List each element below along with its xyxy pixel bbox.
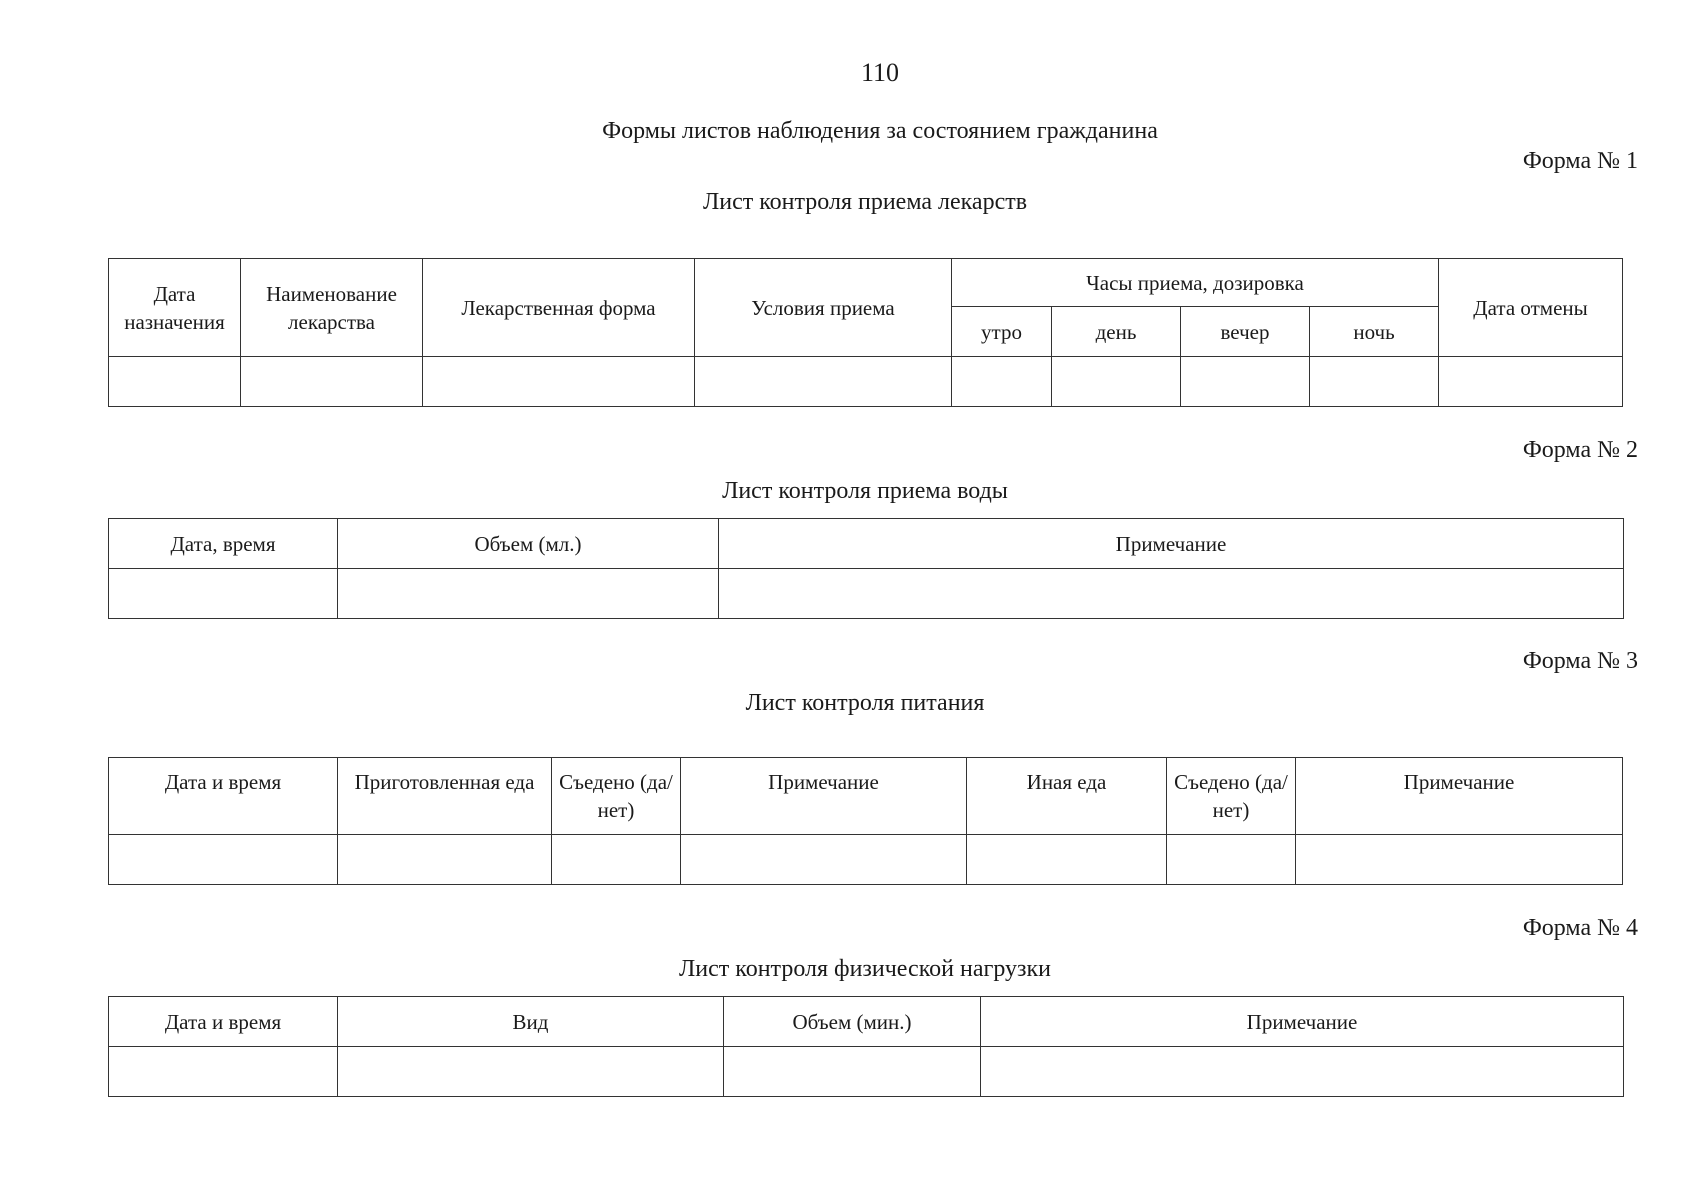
header-prepared-food: Приготовленная еда <box>338 758 552 835</box>
empty-cell <box>981 1047 1624 1097</box>
empty-cell <box>967 835 1167 885</box>
header-date-time: Дата, время <box>109 519 338 569</box>
empty-cell <box>1167 835 1296 885</box>
form-3-title: Лист контроля питания <box>745 690 985 716</box>
nutrition-control-table <box>108 757 1623 885</box>
header-note: Примечание <box>681 758 967 835</box>
empty-cell <box>338 1047 724 1097</box>
document-title: Формы листов наблюдения за состоянием гражданина <box>602 118 1158 144</box>
water-intake-table <box>108 518 1624 619</box>
header-day: день <box>1052 307 1181 357</box>
empty-cell <box>338 835 552 885</box>
empty-cell <box>1310 357 1439 407</box>
header-evening: вечер <box>1181 307 1310 357</box>
header-eaten-yes-no: Съедено (да/нет) <box>552 758 681 835</box>
header-other-food: Иная еда <box>967 758 1167 835</box>
header-date-and-time: Дата и время <box>109 997 338 1047</box>
form-3-label: Форма № 3 <box>1522 648 1638 674</box>
header-activity-type: Вид <box>338 997 724 1047</box>
header-night: ночь <box>1310 307 1439 357</box>
form-4-label: Форма № 4 <box>1522 915 1638 941</box>
medication-control-table <box>108 258 1623 407</box>
header-note: Примечание <box>719 519 1624 569</box>
empty-cell <box>1439 357 1623 407</box>
header-eaten-yes-no-2: Съедено (да/нет) <box>1167 758 1296 835</box>
header-morning: утро <box>952 307 1052 357</box>
empty-cell <box>952 357 1052 407</box>
header-volume-min: Объем (мин.) <box>724 997 981 1047</box>
header-dosage-form: Лекарственная форма <box>423 259 695 357</box>
empty-cell <box>241 357 423 407</box>
header-intake-conditions: Условия приема <box>695 259 952 357</box>
header-drug-name: Наименование лекарства <box>241 259 423 357</box>
empty-cell <box>695 357 952 407</box>
form-1-title: Лист контроля приема лекарств <box>702 189 1028 215</box>
header-volume-ml: Объем (мл.) <box>338 519 719 569</box>
header-cancellation-date: Дата отмены <box>1439 259 1623 357</box>
form-1-label: Форма № 1 <box>1522 148 1638 174</box>
empty-cell <box>1296 835 1623 885</box>
header-date-and-time: Дата и время <box>109 758 338 835</box>
empty-cell <box>724 1047 981 1097</box>
empty-cell <box>1052 357 1181 407</box>
form-4-title: Лист контроля физической нагрузки <box>678 956 1051 982</box>
header-intake-hours: Часы приема, дозировка <box>952 259 1439 307</box>
empty-cell <box>338 569 719 619</box>
form-2-title: Лист контроля приема воды <box>722 478 1008 504</box>
empty-cell <box>552 835 681 885</box>
empty-cell <box>719 569 1624 619</box>
header-note: Примечание <box>981 997 1624 1047</box>
physical-activity-table <box>108 996 1624 1097</box>
header-note-2: Примечание <box>1296 758 1623 835</box>
empty-cell <box>109 835 338 885</box>
form-2-label: Форма № 2 <box>1522 437 1638 463</box>
empty-cell <box>109 357 241 407</box>
empty-cell <box>1181 357 1310 407</box>
empty-cell <box>423 357 695 407</box>
table-row <box>109 357 1623 407</box>
empty-cell <box>681 835 967 885</box>
page-number: 110 <box>860 58 900 87</box>
empty-cell <box>109 1047 338 1097</box>
table-row <box>109 569 1624 619</box>
header-prescription-date: Дата назначения <box>109 259 241 357</box>
table-row <box>109 1047 1624 1097</box>
table-row <box>109 835 1623 885</box>
empty-cell <box>109 569 338 619</box>
